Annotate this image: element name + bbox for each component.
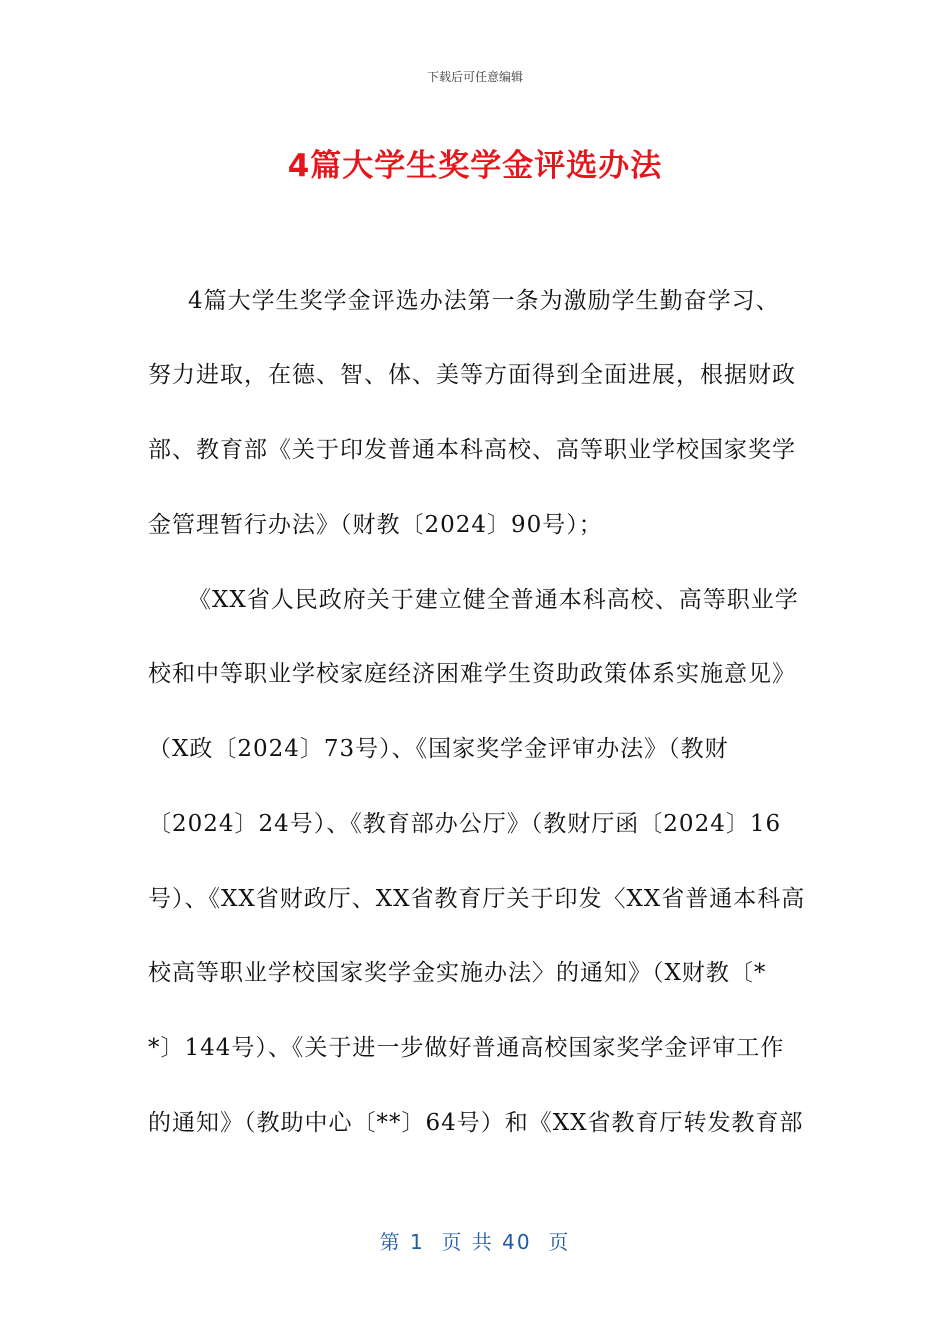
body-line-1: 4篇大学生奖学金评选办法第一条为激励学生勤奋学习、 <box>188 288 780 314</box>
body-line-10: 校高等职业学校国家奖学金实施办法〉的通知》（X财教〔* <box>148 960 767 986</box>
body-line-12: 的通知》（教助中心〔**〕64号）和《XX省教育厅转发教育部 <box>148 1110 804 1136</box>
body-line-4: 金管理暂行办法》（财教〔2024〕90号）； <box>148 512 603 538</box>
body-line-7: （X政〔2024〕73号）、《国家奖学金评审办法》（教财 <box>148 736 729 762</box>
body-line-3: 部、教育部《关于印发普通本科高校、高等职业学校国家奖学 <box>148 437 796 463</box>
header-note: 下载后可任意编辑 <box>426 70 523 84</box>
page-footer: 第 1 页 共 40 页 <box>379 1230 571 1254</box>
body-line-11: *〕144号）、《关于进一步做好普通高校国家奖学金评审工作 <box>148 1035 785 1061</box>
document-title: 4篇大学生奖学金评选办法 <box>287 148 663 184</box>
body-line-9: 号）、《XX省财政厅、XX省教育厅关于印发〈XX省普通本科高 <box>148 886 806 912</box>
body-line-6: 校和中等职业学校家庭经济困难学生资助政策体系实施意见》 <box>148 661 796 687</box>
body-line-2: 努力进取，在德、智、体、美等方面得到全面进展，根据财政 <box>148 362 796 388</box>
body-line-5: 《XX省人民政府关于建立健全普通本科高校、高等职业学 <box>188 587 799 613</box>
body-line-8: 〔2024〕24号）、《教育部办公厅》（教财厅函〔2024〕16 <box>148 811 782 837</box>
